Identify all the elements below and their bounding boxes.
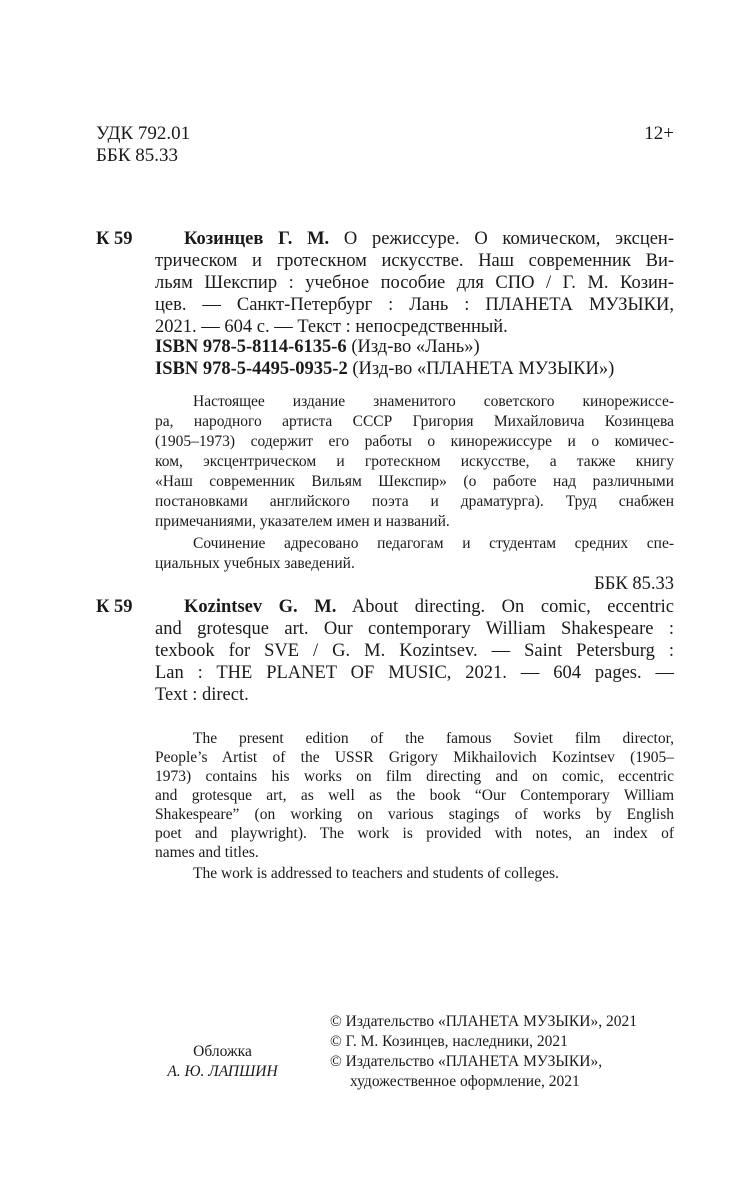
isbn-planeta: ISBN 978-5-4495-0935-2 (Изд-во «ПЛАНЕТА МУЗЫКИ») — [155, 359, 615, 379]
ru-record-line-4: цев. — Санкт-Петербург : Лань : ПЛАНЕТА МУЗЫКИ, — [155, 295, 674, 315]
cover-artist: А. Ю. ЛАПШИН — [167, 1063, 278, 1080]
isbn-lan: ISBN 978-5-8114-6135-6 (Изд-во «Лань») — [155, 337, 480, 357]
ru-record-line-1: Козинцев Г. М. О режиссуре. О комическом, эксцен- — [184, 229, 674, 249]
copyright-block — [330, 1012, 637, 1092]
bbk-code: ББК 85.33 — [96, 145, 178, 166]
bbk-repeat: ББК 85.33 — [594, 574, 674, 594]
copyright-line: © Г. М. Козинцев, наследники, 2021 — [330, 1033, 568, 1050]
ru-record-line-2: трическом и гротескном искусстве. Наш современник Ви- — [155, 251, 674, 271]
cover-label: Обложка — [193, 1043, 252, 1060]
age-rating: 12+ — [644, 123, 674, 144]
ru-author-name: Козинцев Г. М. — [184, 229, 330, 249]
copyright-line: художественное оформление, 2021 — [350, 1073, 580, 1090]
udk-code: УДК 792.01 — [96, 123, 191, 144]
ru-author-mark: К 59 — [96, 229, 133, 249]
cover-credit — [150, 1042, 295, 1082]
en-author-mark: К 59 — [96, 597, 133, 617]
ru-record-line-5: 2021. — 604 с. — Текст : непосредственный. — [155, 317, 508, 337]
en-author-name: Kozintsev G. M. — [184, 597, 337, 617]
copyright-line: © Издательство «ПЛАНЕТА МУЗЫКИ», 2021 — [330, 1013, 637, 1030]
en-audience-note: The work is addressed to teachers and students of colleges. — [193, 865, 559, 882]
ru-record-line-3: льям Шекспир : учебное пособие для СПО / Г. М. Козин- — [155, 273, 674, 293]
copyright-line: © Издательство «ПЛАНЕТА МУЗЫКИ», — [330, 1053, 603, 1070]
